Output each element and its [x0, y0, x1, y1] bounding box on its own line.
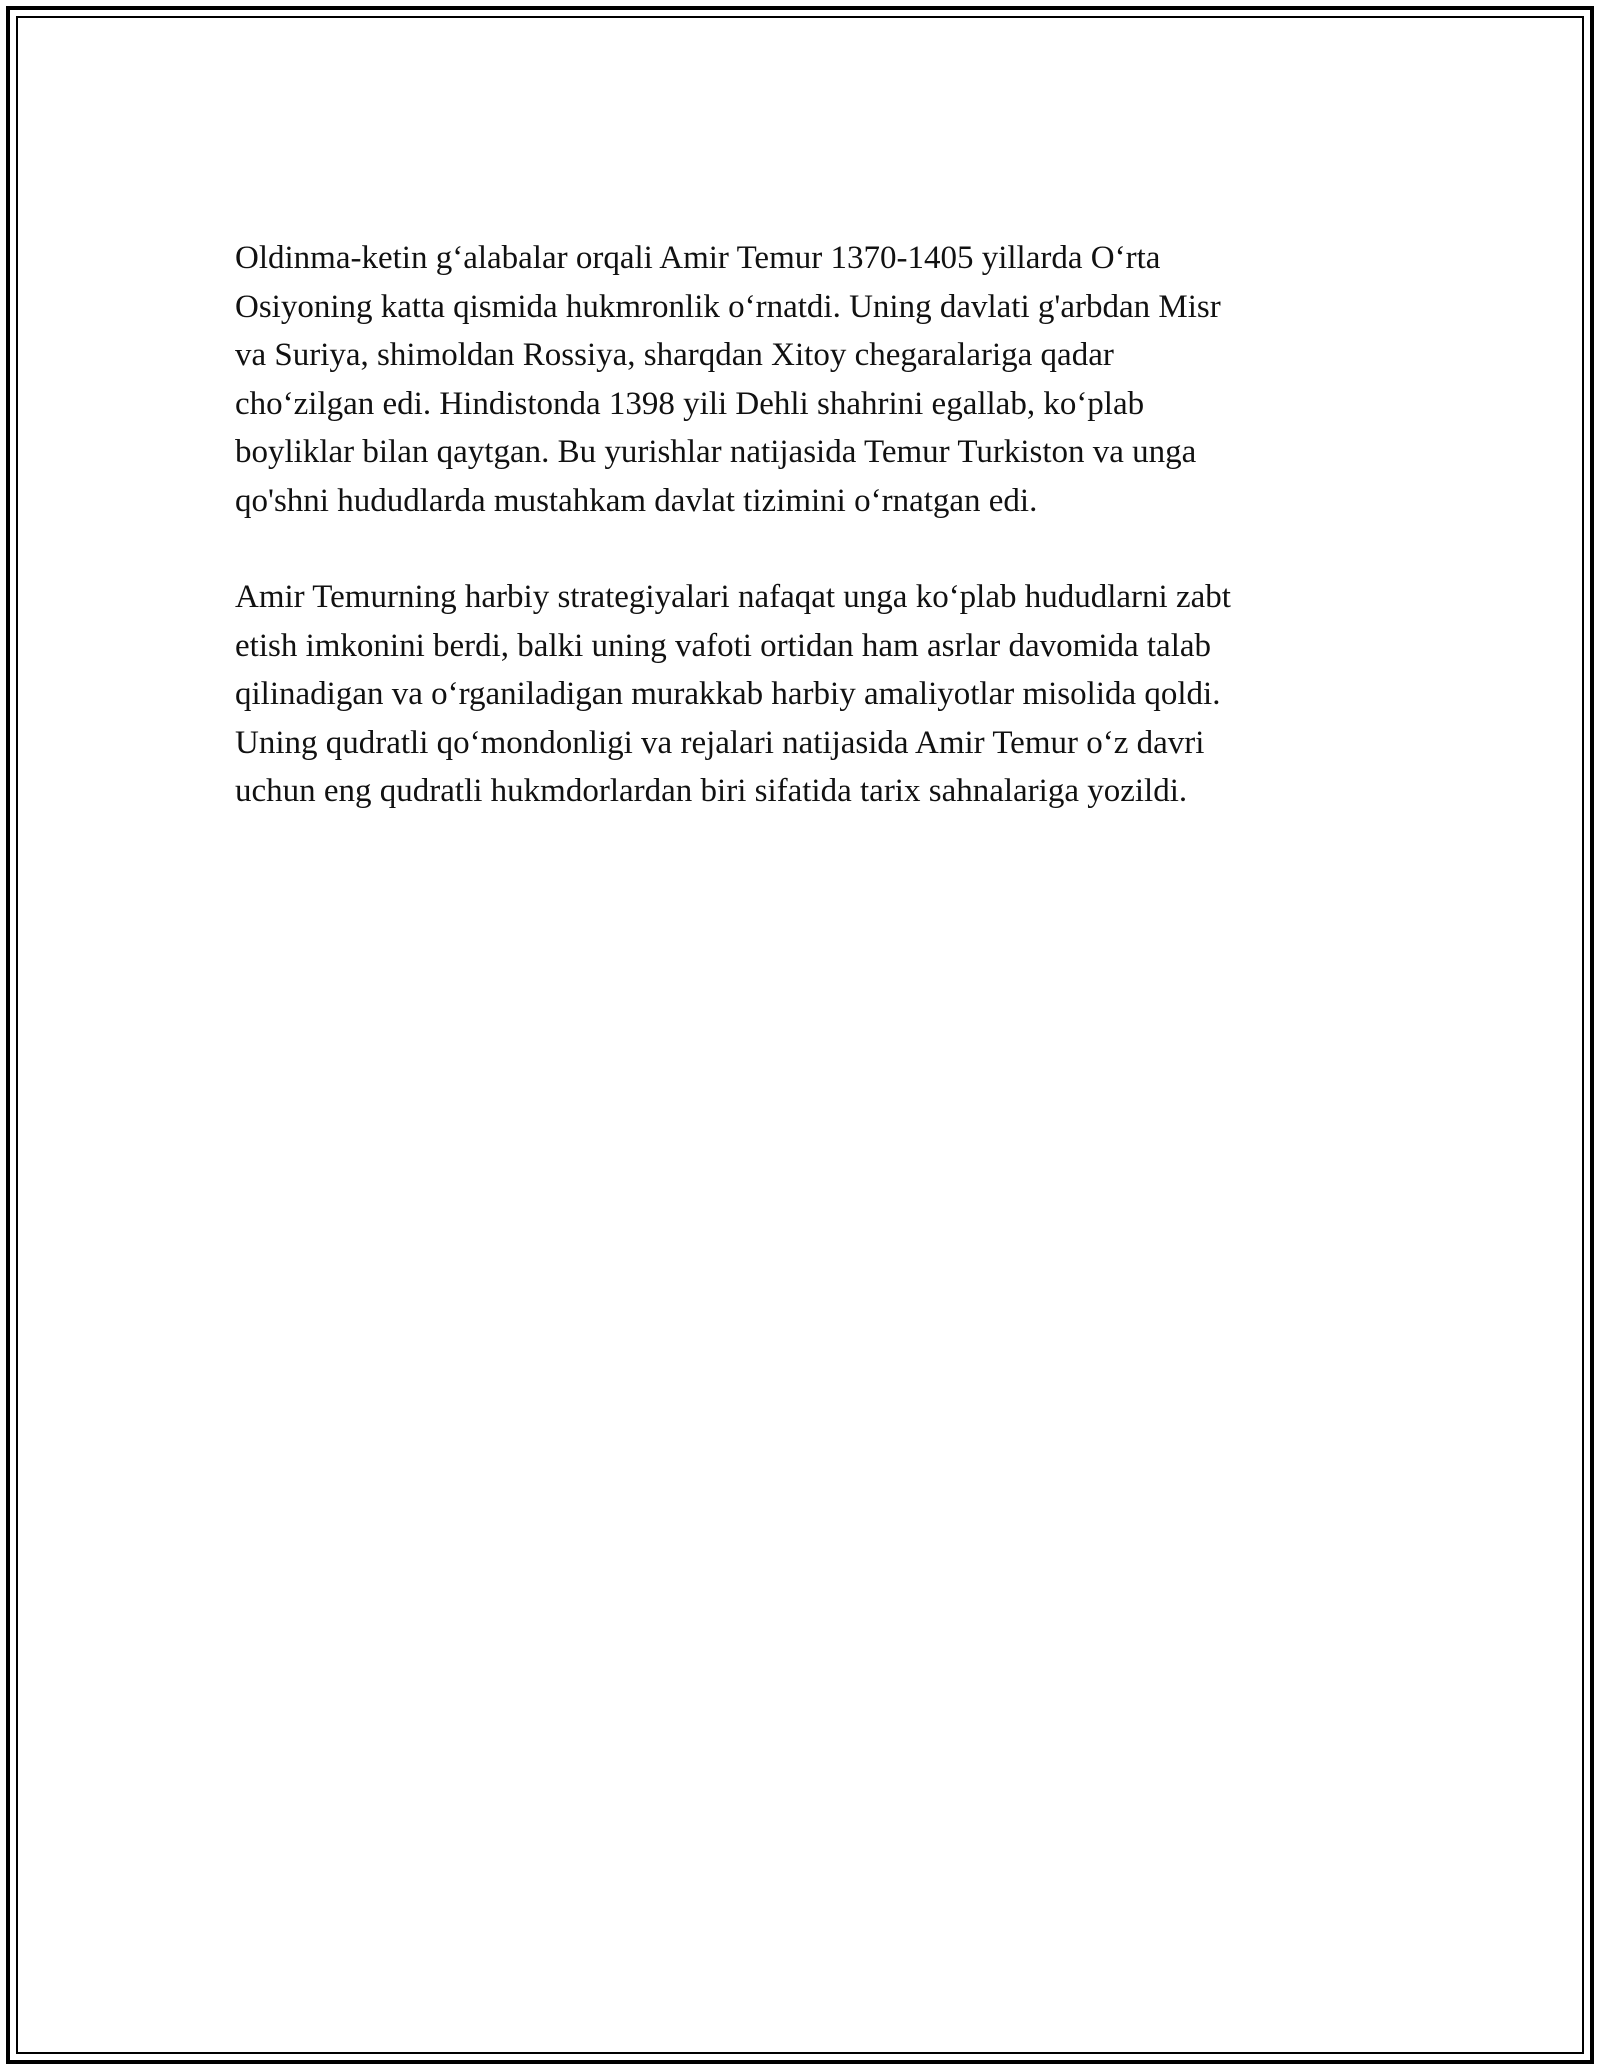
paragraph-1: Oldinma-ketin g‘alabalar orqali Amir Temur 1370-1405 yillarda O‘rta Osiyoning katta qismida hukmronlik o‘rnatdi. Uning davlati g'arbdan Misr va Suriya, shimoldan Rossiya, sharqdan Xitoy chegaralariga qadar cho‘zilgan edi. Hindistonda 1398 yili Dehli shahrini egallab, ko‘plab boyliklar bilan qaytgan. Bu yurishlar natijasida Temur Turkiston va unga qo'shni hududlarda mustahkam davlat tizimini o‘rnatgan edi.	[235, 240, 1221, 519]
document-body	[235, 234, 1365, 816]
paragraph-2: Amir Temurning harbiy strategiyalari nafaqat unga ko‘plab hududlarni zabt etish imkonini berdi, balki uning vafoti ortidan ham asrlar davomida talab qilinadigan va o‘rganiladigan murakkab harbiy amaliyotlar misolida qoldi. Uning qudratli qo‘mondonligi va rejalari natijasida Amir Temur o‘z davri uchun eng qudratli hukmdorlardan biri sifatida tarix sahnalariga yozildi.	[235, 579, 1231, 809]
